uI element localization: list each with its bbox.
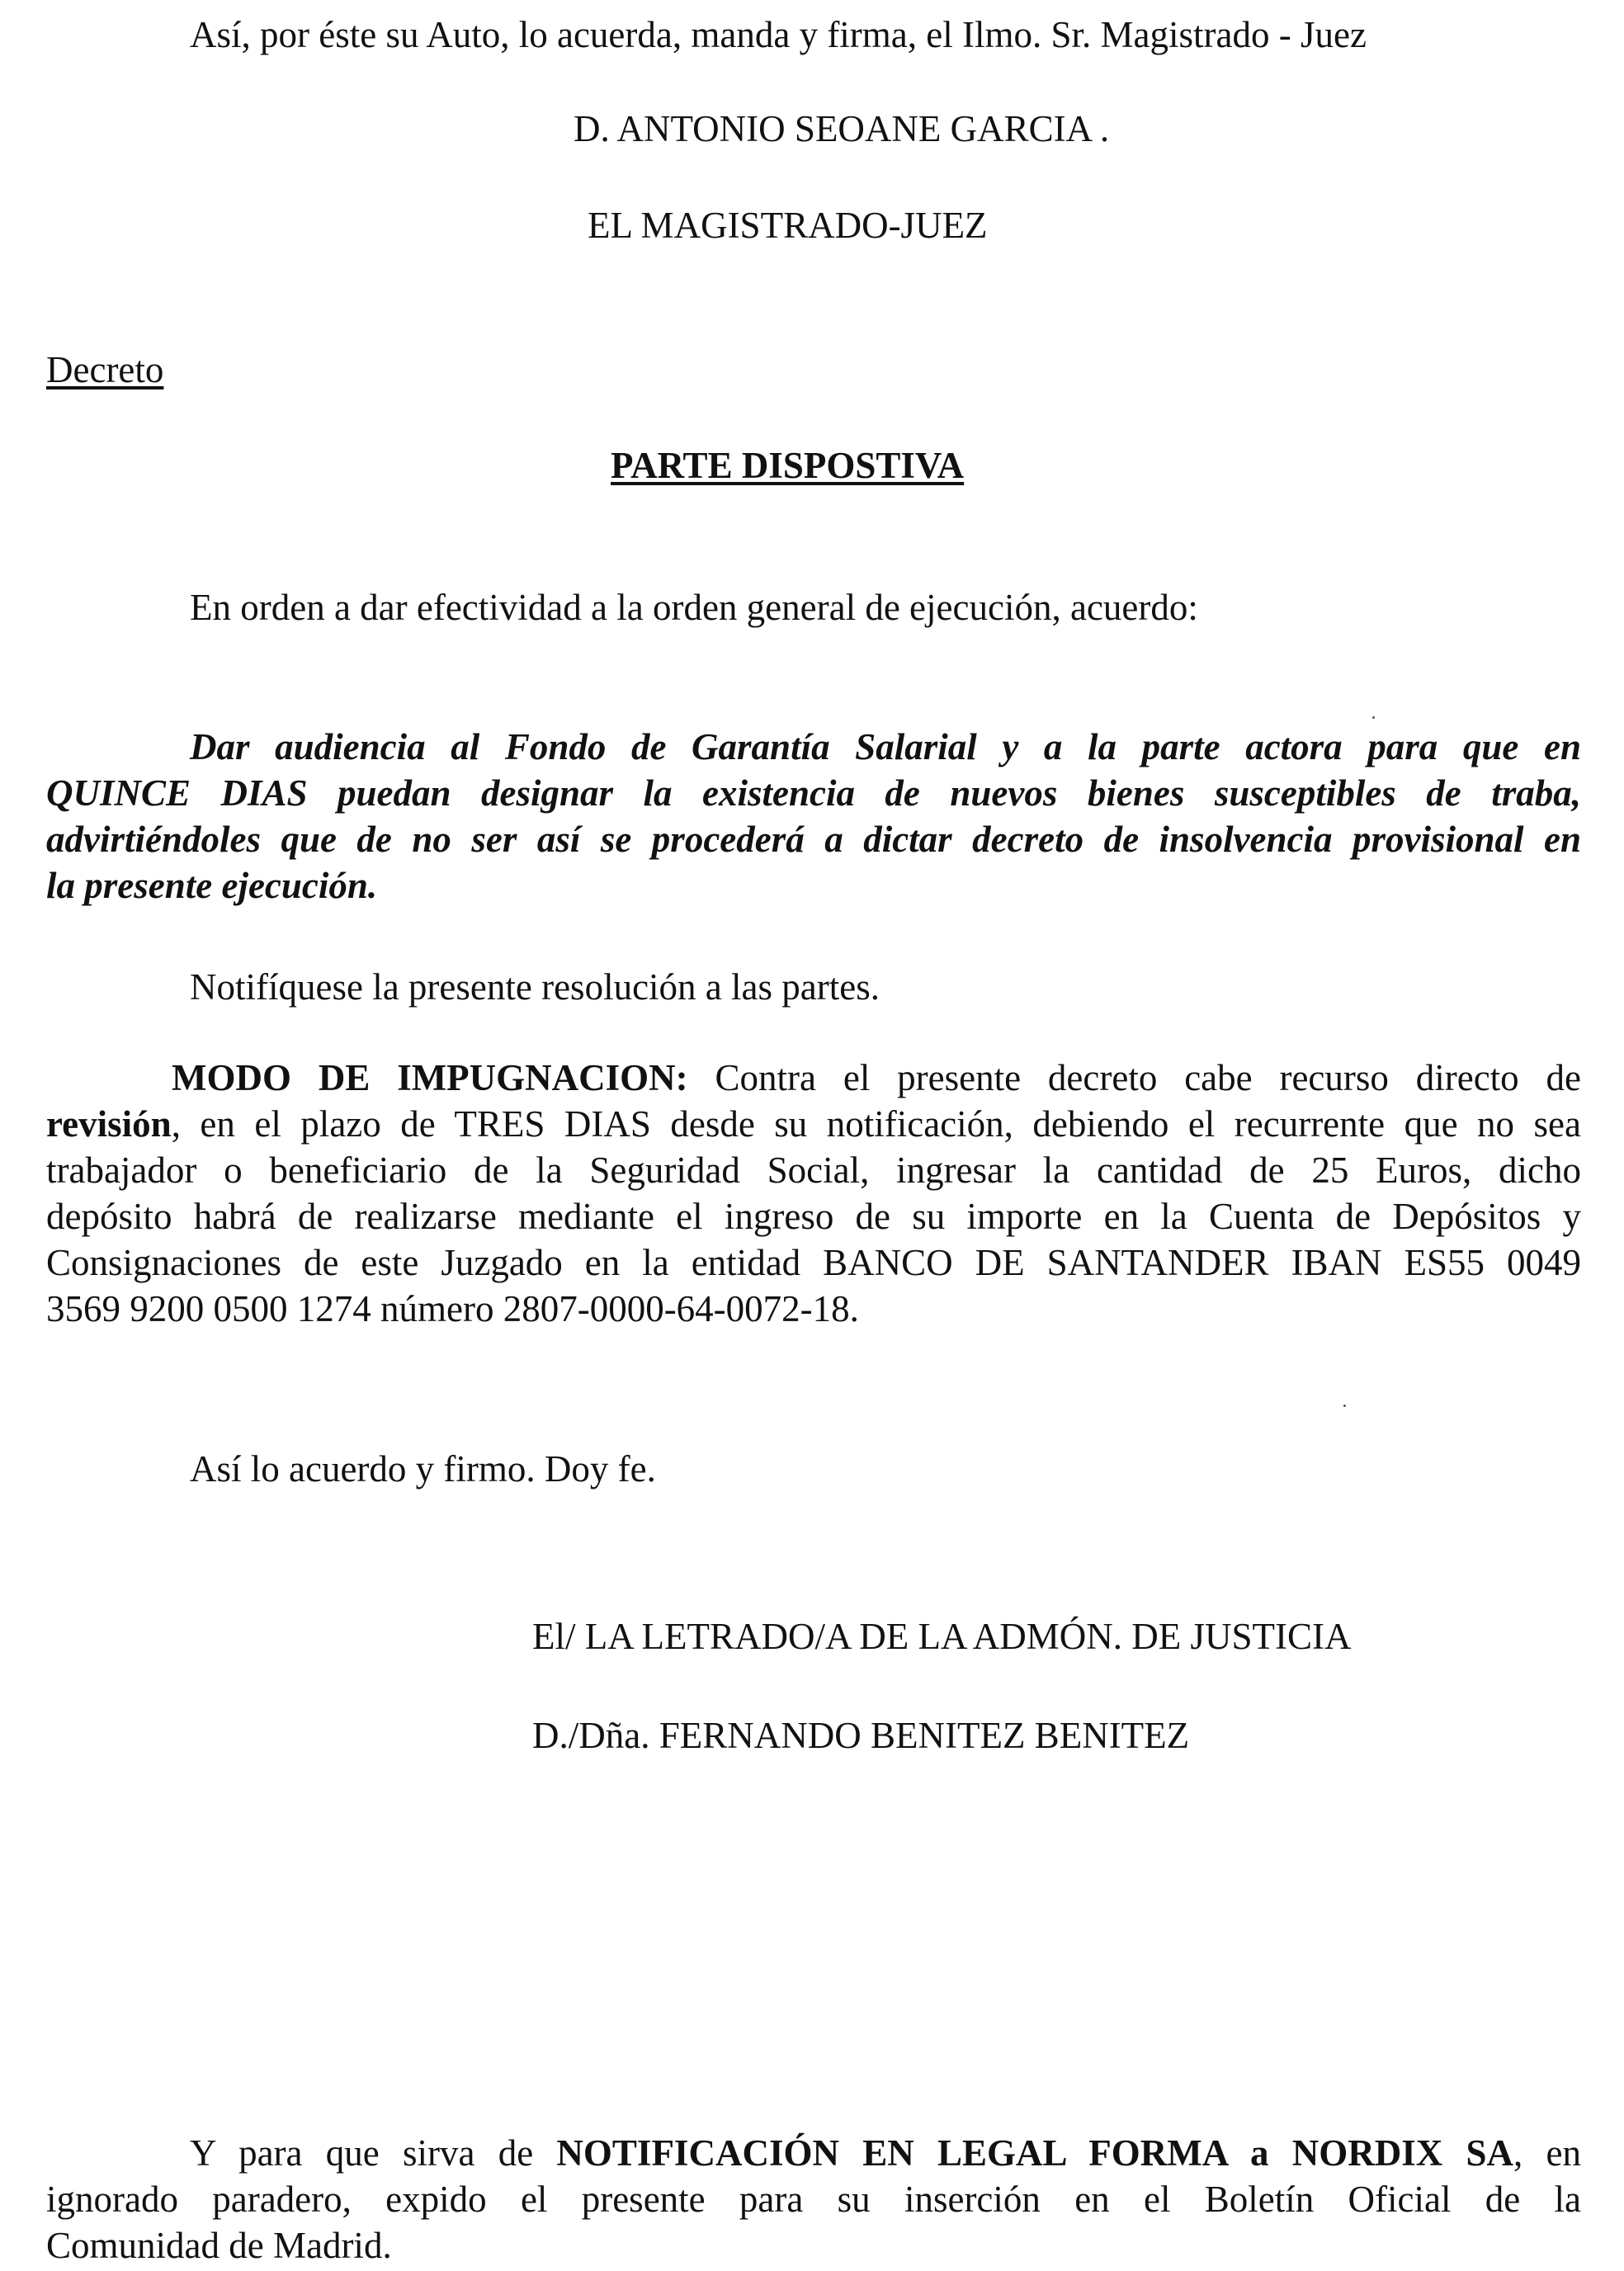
scan-speck [1343,1405,1346,1407]
impugnacion-line-2: , en el plazo de TRES DIAS desde su notificación, debiendo el recurrente que no sea [171,1103,1581,1145]
closing-paragraph: Así lo acuerdo y firmo. Doy fe. [190,1448,656,1490]
judge-title: EL MAGISTRADO-JUEZ [588,205,988,246]
notification-line-3: Comunidad de Madrid. [46,2225,392,2266]
notify-paragraph: Notifíquese la presente resolución a las partes. [190,966,880,1008]
resolution-line-4: la presente ejecución. [46,865,378,906]
section-title: PARTE DISPOSTIVA [611,445,965,486]
impugnacion-label: MODO DE IMPUGNACION: [172,1057,688,1098]
auto-line: Así, por éste su Auto, lo acuerda, manda y firma, el Ilmo. Sr. Magistrado - Juez [190,14,1367,55]
notification-tail: , en [1513,2132,1581,2174]
notification-bold: NOTIFICACIÓN EN LEGAL FORMA a NORDIX SA [556,2132,1514,2174]
resolution-paragraph [46,724,1581,909]
judge-name: D. ANTONIO SEOANE GARCIA . [574,108,1110,149]
notification-lead: Y para que sirva de [190,2132,534,2174]
resolution-line-3: advirtiéndoles que de no ser así se procederá a dictar decreto de insolvencia provisional en [46,819,1581,860]
impugnacion-line-5: Consignaciones de este Juzgado en la entidad BANCO DE SANTANDER IBAN ES55 0049 [46,1242,1581,1283]
resolution-line-2: QUINCE DIAS puedan designar la existencia de nuevos bienes susceptibles de traba, [46,772,1581,814]
decreto-label: Decreto [46,349,164,390]
intro-paragraph: En orden a dar efectividad a la orden general de ejecución, acuerdo: [190,587,1198,628]
impugnacion-paragraph [46,1055,1581,1332]
scan-speck [1372,716,1375,719]
notification-paragraph [46,2130,1581,2269]
impugnacion-line-4: depósito habrá de realizarse mediante el ingreso de su importe en la Cuenta de Depósitos y [46,1196,1581,1237]
notification-line-2: ignorado paradero, expido el presente para su inserción en el Boletín Oficial de la [46,2179,1581,2220]
impugnacion-line-1: Contra el presente decreto cabe recurso directo de [715,1057,1582,1098]
revision-word: revisión [46,1103,172,1145]
impugnacion-line-6: 3569 9200 0500 1274 número 2807-0000-64-0072-18. [46,1288,859,1329]
signature-title: El/ LA LETRADO/A DE LA ADMÓN. DE JUSTICIA [532,1616,1352,1657]
resolution-line-1: Dar audiencia al Fondo de Garantía Salarial y a la parte actora para que en [190,726,1581,767]
impugnacion-line-3: trabajador o beneficiario de la Seguridad Social, ingresar la cantidad de 25 Euros, dicho [46,1150,1581,1191]
signature-name: D./Dña. FERNANDO BENITEZ BENITEZ [532,1715,1190,1756]
